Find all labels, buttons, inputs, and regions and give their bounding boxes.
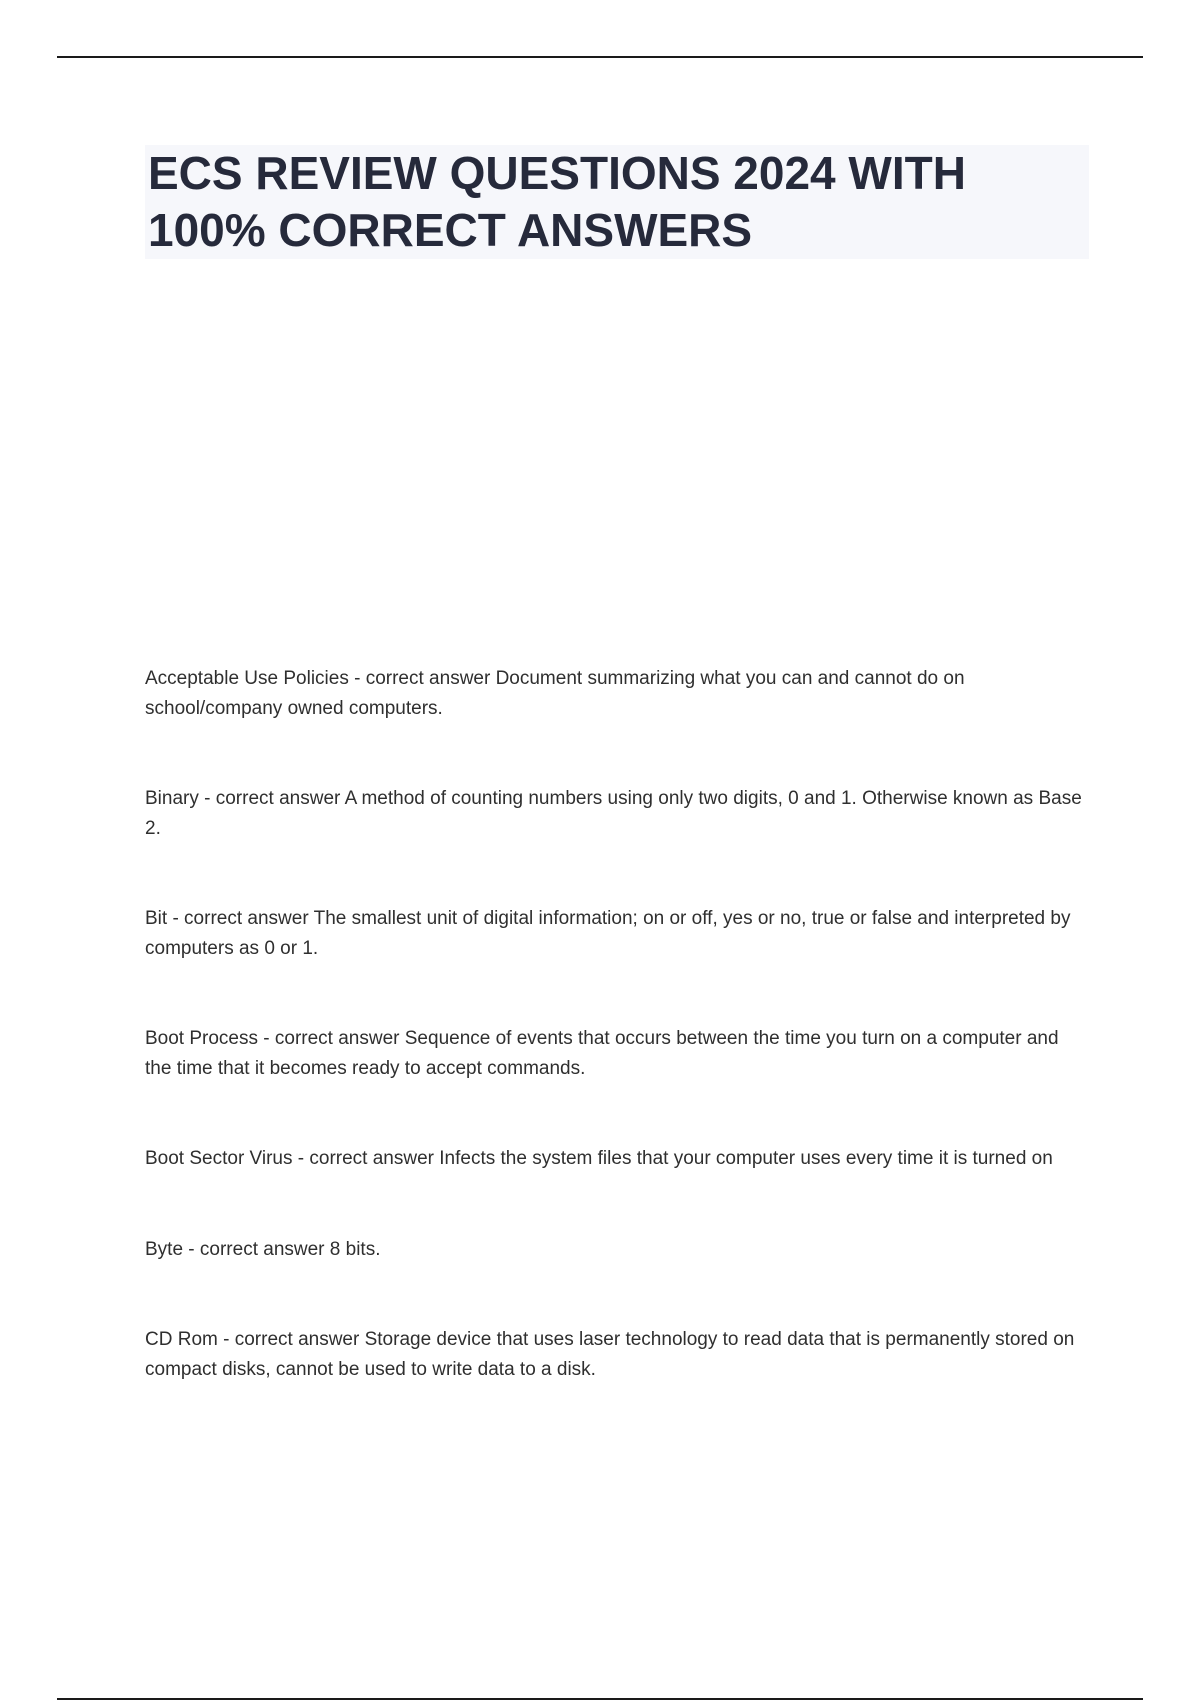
entry-byte: Byte - correct answer 8 bits. [145, 1238, 381, 1260]
entry-acceptable-use-policies: Acceptable Use Policies - correct answer Document summarizing what you can and cannot do on school/company owned computers. [145, 668, 965, 719]
document-title: ECS REVIEW QUESTIONS 2024 WITH 100% CORRECT ANSWERS [148, 147, 966, 256]
entry-boot-process: Boot Process - correct answer Sequence of events that occurs between the time you turn on a computer and the time that it becomes ready to accept commands. [145, 1028, 1059, 1079]
entry-list [145, 664, 1085, 1384]
title-block [145, 145, 1089, 259]
entry-boot-sector-virus: Boot Sector Virus - correct answer Infects the system files that your computer uses every time it is turned on [145, 1148, 1053, 1169]
entry-cd-rom: CD Rom - correct answer Storage device that uses laser technology to read data that is permanently stored on compact disks, cannot be used to write data to a disk. [145, 1329, 1075, 1380]
top-rule [57, 56, 1143, 58]
entry-bit: Bit - correct answer The smallest unit of digital information; on or off, yes or no, true or false and interpreted by computers as 0 or 1. [145, 908, 1071, 959]
entry-binary: Binary - correct answer A method of counting numbers using only two digits, 0 and 1. Otherwise known as Base 2. [145, 788, 1082, 839]
